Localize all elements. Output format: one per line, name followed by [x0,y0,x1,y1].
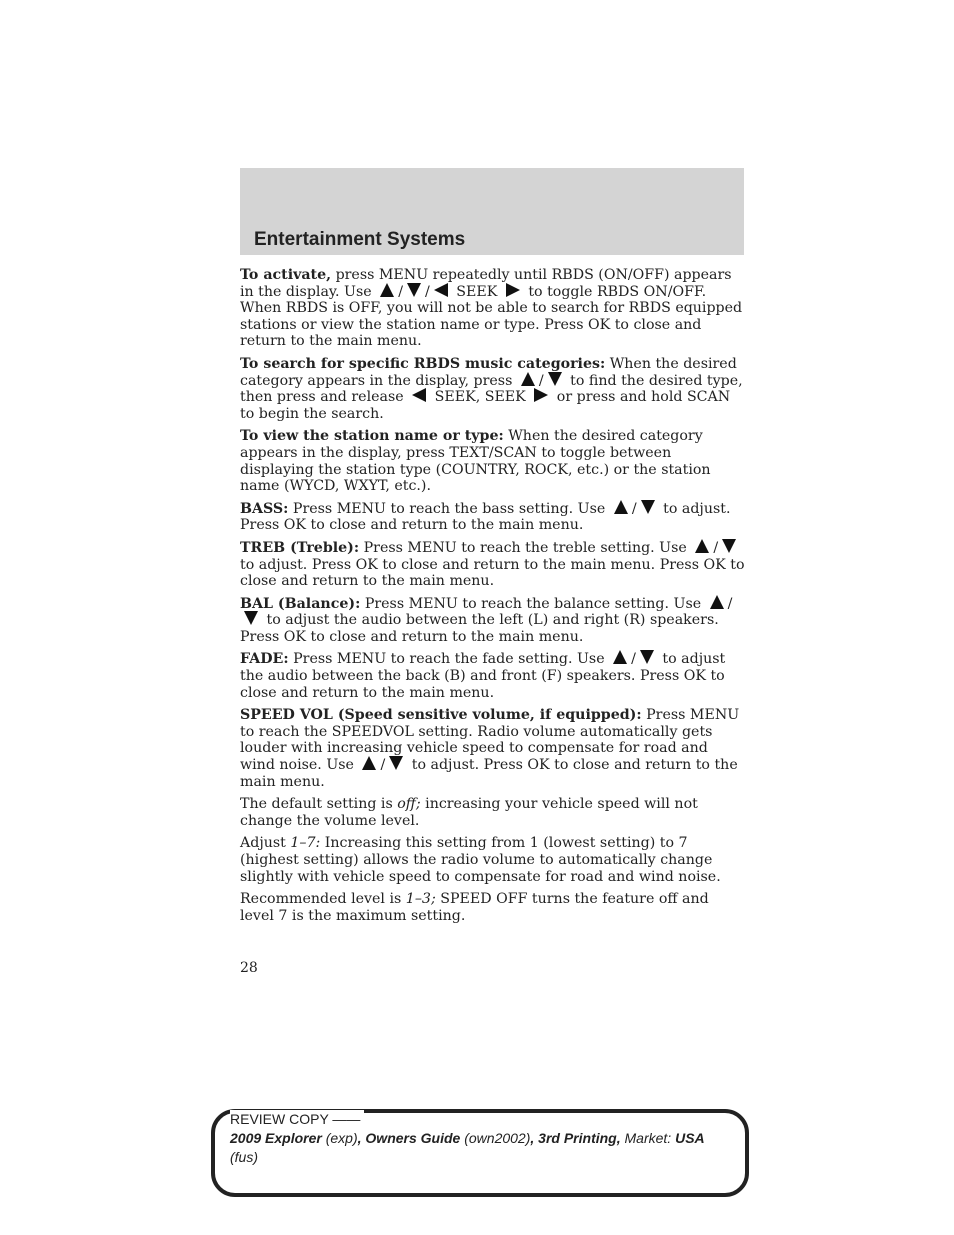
text: The default setting is [240,796,398,813]
lead-to-activate: To activate, [240,267,332,283]
text: SPEED OFF turns the feature off and level 7 is the maximum setting. [240,891,709,924]
lead-search-categories: To search for specific RBDS music categories: [240,355,606,372]
footer-info [230,1129,740,1148]
slash: / [631,500,637,517]
text: Recommended level is [240,891,406,908]
text: or press and hold SCAN to begin the search. [240,389,731,422]
text: to adjust. Press OK to close and return to the main menu. [240,500,731,534]
review-copy-line: REVIEW COPY —— [230,1110,364,1129]
up-triangle-icon [379,282,395,298]
up-triangle-icon [613,499,629,515]
paragraph-treble [240,540,746,590]
down-triangle-icon [639,649,655,665]
text: to adjust. Press OK to close and return to the main menu. [240,757,738,790]
down-triangle-icon [388,755,404,771]
up-triangle-icon [520,371,536,387]
slash: / [631,651,636,668]
emphasis: 1–7: [290,835,321,852]
text: When the desired category appears in the display, press TEXT/SCAN to toggle between displaying the station type (COUNTRY, ROCK, etc.) or the station name (WYCD, WXYT, etc.). [240,428,711,495]
paragraph-recommended [240,891,746,924]
text: Press MENU to reach the bass setting. Use [288,500,610,517]
text: Adjust [240,835,291,852]
lead-balance: BAL (Balance): [240,595,361,612]
paragraph-fade [240,651,746,701]
text: When the desired category appears in the display, press [240,355,737,389]
emphasis: off; [397,796,421,813]
lead-speed-vol: SPEED VOL (Speed sensitive volume, if equipped): [240,707,642,724]
footer-model: 2009 Explorer [230,1130,322,1146]
text: SEEK, SEEK [430,389,531,406]
down-triangle-icon [406,282,422,298]
up-triangle-icon [612,649,628,665]
text: Press MENU to reach the fade setting. Use [288,651,610,668]
text: press MENU repeatedly until RBDS (ON/OFF) appears in the display. Use [240,267,732,300]
emphasis: 1–3; [405,891,436,908]
footer-market: USA [675,1130,705,1146]
text: to adjust the audio between the left (L) and right (R) speakers. Press OK to close and return to the main menu. [240,612,719,645]
right-triangle-icon [533,387,549,403]
lead-fade: FADE: [240,651,289,668]
section-title: Entertainment Systems [254,229,466,250]
slash: / [713,539,719,556]
paragraph-default-setting [240,796,746,829]
lead-bass: BASS: [240,500,289,517]
down-triangle-icon [640,499,656,515]
paragraph-bass [240,501,746,534]
text: Press MENU to reach the treble setting. Use [359,539,692,556]
down-triangle-icon [721,538,737,554]
paragraph-balance [240,596,746,646]
text: to adjust. Press OK to close and return to the main menu. Press OK to close and return to the main menu. [240,556,745,590]
paragraph-speed-vol [240,707,746,790]
text: to toggle RBDS ON/OFF. When RBDS is OFF, you will not be able to search for RBDS equipped stations or view the station name or type. Press OK to close and return to the main menu. [240,283,743,350]
paragraph-view-station [240,428,746,494]
up-triangle-icon [361,755,377,771]
text: Increasing this setting from 1 (lowest setting) to 7 (highest setting) allows the radio volume to automatically change slightly with vehicle speed to compensate for road and wind noise. [240,835,721,885]
footer-market-label: Market: [620,1130,676,1146]
text: to find the desired type, then press and release [240,372,743,406]
page-number: 28 [240,960,258,976]
slash: / [424,283,430,300]
down-triangle-icon [547,371,563,387]
footer-printing: , 3rd Printing, [530,1130,621,1146]
text: Press MENU to reach the SPEEDVOL setting. Radio volume automatically gets louder with increasing vehicle speed to compensate for road and wind noise. Use [240,707,740,774]
seek-text: SEEK [451,283,502,300]
lead-view-station: To view the station name or type: [240,428,504,445]
up-triangle-icon [694,538,710,554]
left-triangle-icon [411,387,427,403]
down-triangle-icon [243,610,259,626]
up-triangle-icon [709,594,725,610]
right-triangle-icon [505,282,521,298]
slash: / [727,595,733,612]
paragraph-to-activate [240,267,746,350]
text: to adjust the audio between the back (B) and front (F) speakers. Press OK to close and return to the main menu. [240,651,726,701]
text: Press MENU to reach the balance setting. Use [360,595,706,612]
left-triangle-icon [433,282,449,298]
footer-text [230,1110,740,1167]
paragraph-search-categories [240,356,746,422]
footer-guide-code: (own2002) [460,1130,531,1146]
slash: / [380,757,386,774]
footer-market-code: (fus) [230,1149,258,1165]
slash: / [538,372,544,389]
lead-treble: TREB (Treble): [240,539,360,556]
text: increasing your vehicle speed will not change the volume level. [240,796,698,829]
page-content [240,267,746,930]
slash: / [398,283,403,300]
footer-guide: , Owners Guide [357,1130,461,1146]
footer-model-code: (exp) [321,1130,358,1146]
paragraph-adjust [240,835,746,885]
